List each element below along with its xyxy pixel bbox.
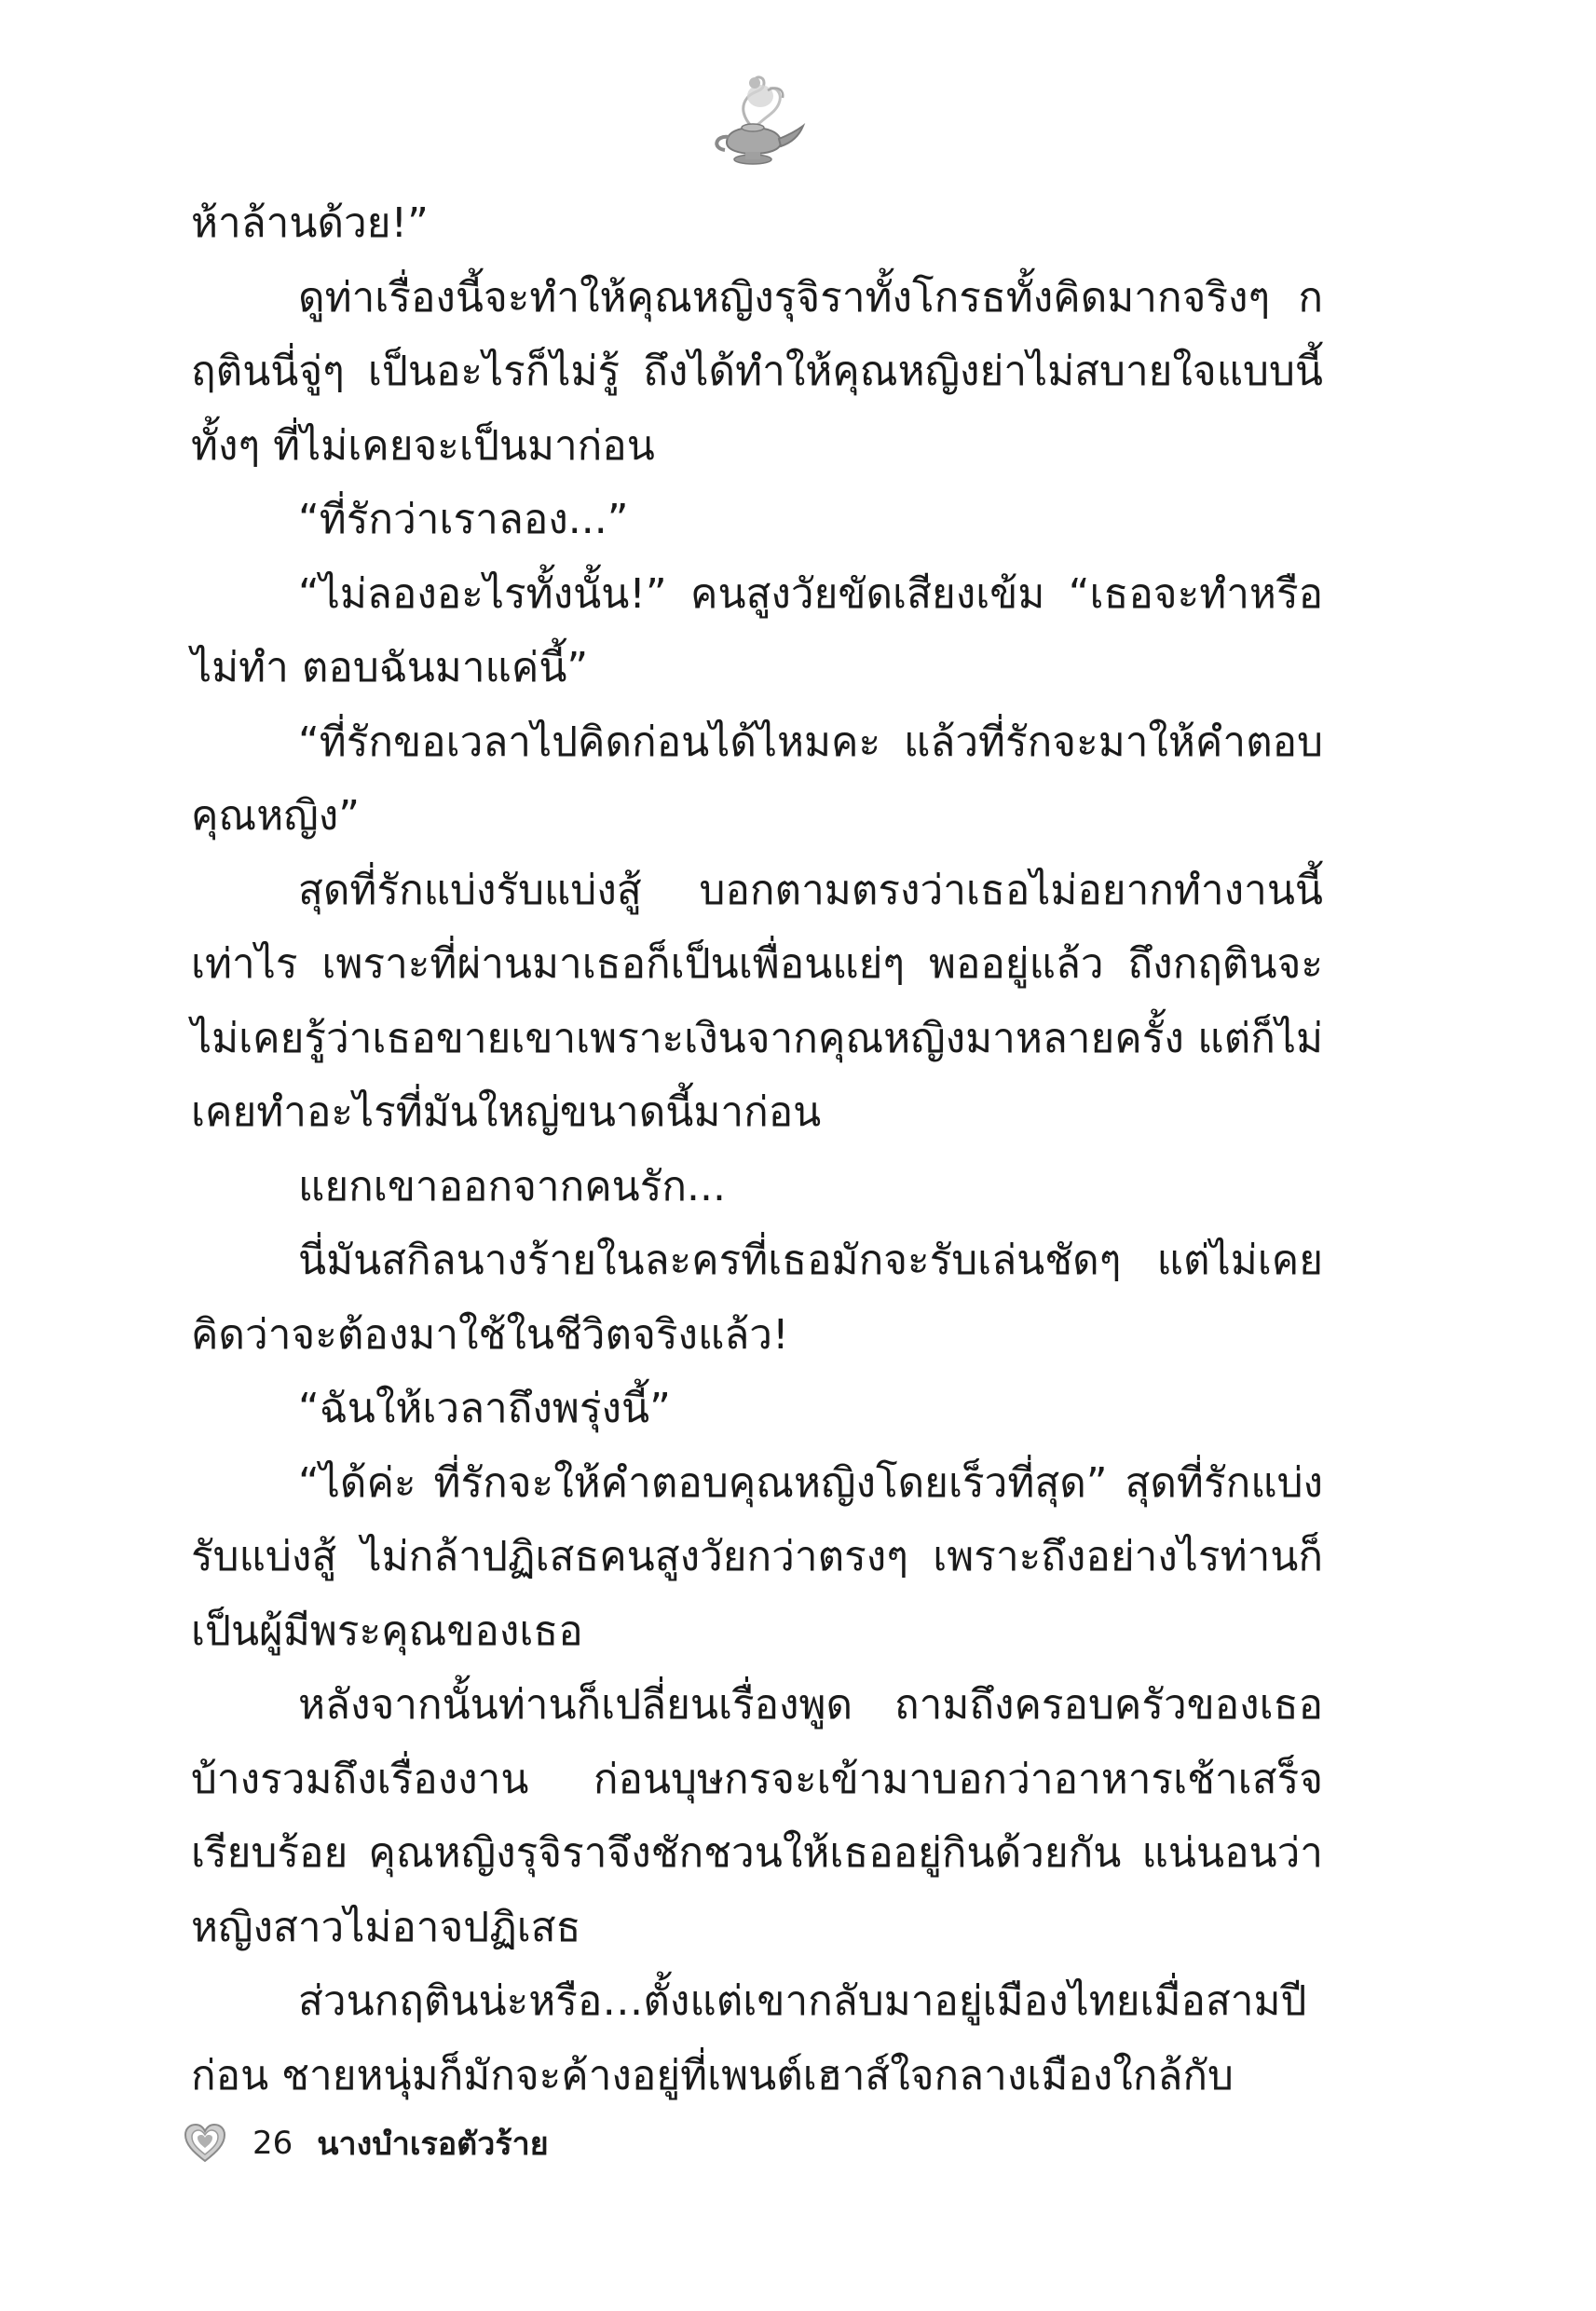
paragraph: “ได้ค่ะ ที่รักจะให้คำตอบคุณหญิงโดยเร็วที่สุด” สุดที่รักแบ่งรับแบ่งสู้ ไม่กล้าปฏิเสธคนสูงวัยกว่าตรงๆ เพราะถึงอย่างไรท่านก็เป็นผู้มีพระคุณของเธอ: [191, 1458, 1323, 1655]
page-footer: [182, 2115, 549, 2171]
paragraph: ส่วนกฤตินน่ะหรือ…ตั้งแต่เขากลับมาอยู่เมืองไทยเมื่อสามปีก่อน ชายหนุ่มก็มักจะค้างอยู่ที่เพนต์เฮาส์ใจกลางเมืองใกล้กับ: [191, 1977, 1307, 2099]
paragraph: ห้าล้านด้วย!”: [191, 199, 429, 247]
paragraph: “ที่รักขอเวลาไปคิดก่อนได้ไหมคะ แล้วที่รักจะมาให้คำตอบคุณหญิง”: [191, 718, 1323, 840]
paragraph: “ฉันให้เวลาถึงพรุ่งนี้”: [298, 1385, 671, 1432]
genie-lamp-icon: [699, 70, 811, 172]
paragraph: ดูท่าเรื่องนี้จะทำให้คุณหญิงรุจิราทั้งโกรธทั้งคิดมากจริงๆ กฤตินนี่จู่ๆ เป็นอะไรก็ไม่รู้ ถึงได้ทำให้คุณหญิงย่าไม่สบายใจแบบนี้ ทั้งๆ ที่ไม่เคยจะเป็นมาก่อน: [191, 273, 1323, 470]
page-number: 26: [252, 2125, 293, 2162]
paragraph: หลังจากนั้นท่านก็เปลี่ยนเรื่องพูด ถามถึงครอบครัวของเธอบ้างรวมถึงเรื่องงาน ก่อนบุษกรจะเข้ามาบอกว่าอาหารเช้าเสร็จเรียบร้อย คุณหญิงรุจิราจึงชักชวนให้เธออยู่กินด้วยกัน แน่นอนว่าหญิงสาวไม่อาจปฏิเสธ: [191, 1681, 1323, 1951]
heart-icon: [182, 2120, 228, 2167]
page-body: [191, 186, 1323, 2113]
paragraph: สุดที่รักแบ่งรับแบ่งสู้ บอกตามตรงว่าเธอไม่อยากทำงานนี้เท่าไร เพราะที่ผ่านมาเธอก็เป็นเพื่อนแย่ๆ พออยู่แล้ว ถึงกฤตินจะไม่เคยรู้ว่าเธอขายเขาเพราะเงินจากคุณหญิงมาหลายครั้ง แต่ก็ไม่เคยทำอะไรที่มันใหญ่ขนาดนี้มาก่อน: [191, 866, 1323, 1136]
paragraph: “ไม่ลองอะไรทั้งนั้น!” คนสูงวัยขัดเสียงเข้ม “เธอจะทำหรือไม่ทำ ตอบฉันมาแค่นี้”: [191, 569, 1323, 691]
book-title: นางบำเรอตัวร้าย: [317, 2126, 549, 2163]
paragraph: นี่มันสกิลนางร้ายในละครที่เธอมักจะรับเล่นชัดๆ แต่ไม่เคยคิดว่าจะต้องมาใช้ในชีวิตจริงแล้ว!: [191, 1237, 1323, 1359]
paragraph: “ที่รักว่าเราลอง...”: [298, 496, 629, 543]
paragraph: แยกเขาออกจากคนรัก...: [298, 1162, 726, 1210]
